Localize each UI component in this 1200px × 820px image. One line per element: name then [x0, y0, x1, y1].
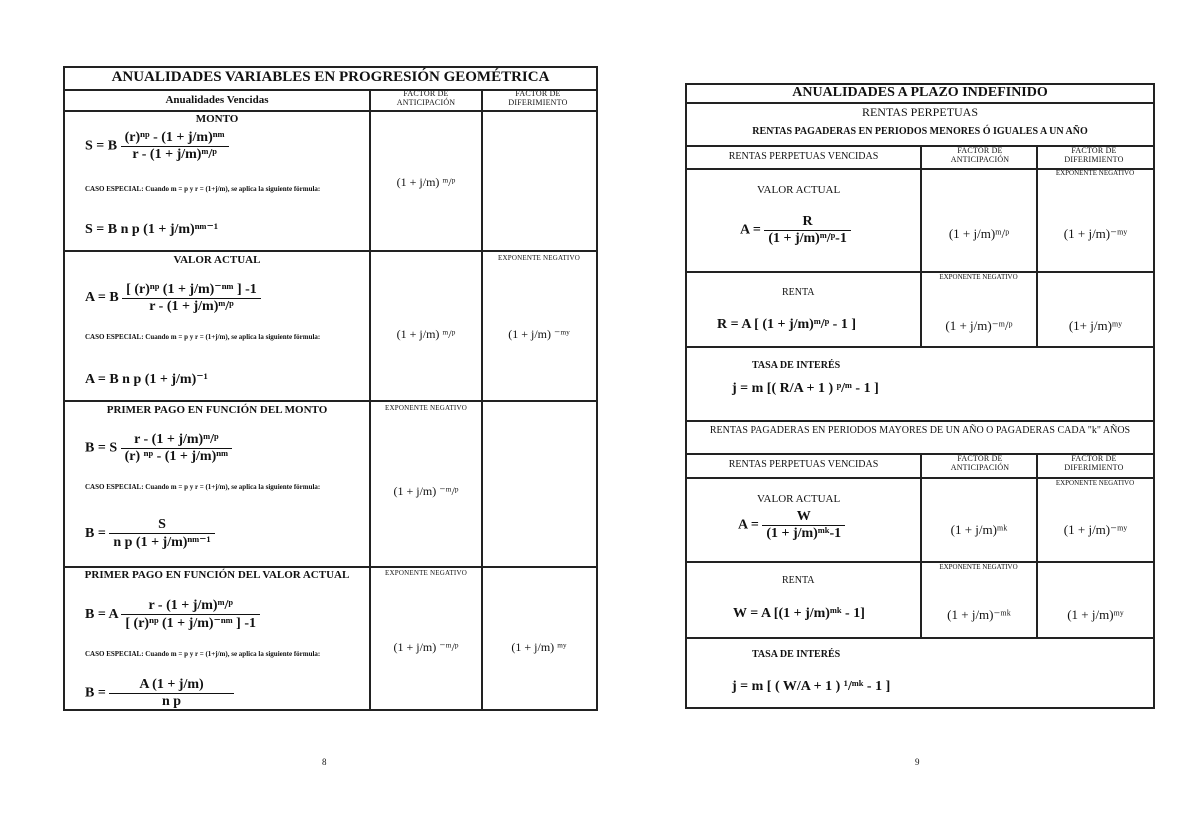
monto-formula: S = B $\frac{\text{(r)ⁿᵖ - (1 + j/m)ⁿᵐ}}{\text{r - (1 + j/m)ᵐ/ᵖ}}$ — [85, 130, 229, 163]
rp-exp-neg-4: EXPONENTE NEGATIVO — [939, 563, 1018, 571]
ppm-anticip: (1 + j/m) ⁻ᵐ/ᵖ — [393, 484, 459, 498]
va-exp-neg: EXPONENTE NEGATIVO — [498, 254, 580, 262]
right-sub3: RENTAS PAGADERAS EN PERIODOS MAYORES DE UN AÑO O PAGADERAS CADA "k" AÑOS — [709, 425, 1131, 436]
rp-renta2-formula: W = A [(1 + j/m)ᵐᵏ - 1] — [733, 606, 865, 621]
ppm-special-formula: B = $\frac{S}{\text{n p (1 + j/m)ⁿᵐ⁻¹}}$ — [85, 517, 215, 551]
ppm-exp-neg: EXPONENTE NEGATIVO — [385, 404, 467, 412]
left-page-number: 8 — [322, 757, 327, 767]
rp-exp-neg-3: EXPONENTE NEGATIVO — [1055, 479, 1135, 487]
right-col3-header: FACTOR DE DIFERIMIENTO — [1064, 146, 1124, 164]
va-special-case: CASO ESPECIAL: Cuando m = p y r = (1+j/m), se aplica la siguiente fórmula: — [85, 333, 321, 341]
rp-va2-formula: A = $\frac{W}{\text{(1 + j/m)ᵐᵏ-1}}$ — [738, 509, 845, 542]
left-col1-header: Anualidades Vencidas — [165, 94, 269, 106]
rp-va-formula: A = $\frac{R}{\text{(1 + j/m)ᵐ/ᵖ-1}}$ — [740, 214, 851, 247]
rp-tasa2-formula: j = m [ ( W/A + 1 ) ¹/ᵐᵏ - 1 ] — [732, 679, 891, 694]
right-col2-header-2: FACTOR DE ANTICIPACIÓN — [950, 454, 1010, 472]
monto-anticip: (1 + j/m) ᵐ/ᵖ — [396, 175, 456, 189]
rp-va2-label: VALOR ACTUAL — [757, 493, 841, 505]
right-sub1: RENTAS PERPETUAS — [861, 105, 979, 119]
rp-tasa2-label: TASA DE INTERÉS — [752, 649, 841, 660]
primer-pago-va-title: PRIMER PAGO EN FUNCIÓN DEL VALOR ACTUAL — [84, 569, 350, 581]
ppva-special-formula: B = $\frac{A (1 + j/m)}{\text{n p}}$ — [85, 677, 234, 710]
ppva-special-case: CASO ESPECIAL: Cuando m = p y r = (1+j/m), se aplica la siguiente fórmula: — [85, 650, 321, 658]
va-diferim: (1 + j/m) ⁻ᵐʸ — [508, 327, 570, 341]
rp-va-anticip: (1 + j/m)ᵐ/ᵖ — [948, 226, 1010, 241]
right-col2-header: FACTOR DE ANTICIPACIÓN — [950, 146, 1010, 164]
rp-renta2-label: RENTA — [782, 575, 815, 586]
rp-renta-diferim: (1+ j/m)ᵐʸ — [1068, 318, 1123, 333]
ppva-formula: B = A $\frac{\text{r - (1 + j/m)ᵐ/ᵖ}}{\text{[ (r)ⁿᵖ (1 + j/m)⁻ⁿᵐ ] -1}}$ — [85, 598, 260, 632]
ppm-special-case: CASO ESPECIAL: Cuando m = p y r = (1+j/m), se aplica la siguiente fórmula: — [85, 483, 321, 491]
rp-renta2-anticip: (1 + j/m)⁻ᵐᵏ — [947, 607, 1011, 622]
right-sub2: RENTAS PAGADERAS EN PERIODOS MENORES Ó IGUALES A UN AÑO — [752, 126, 1088, 137]
valor-actual-title: VALOR ACTUAL — [173, 254, 261, 266]
right-title: ANUALIDADES A PLAZO INDEFINIDO — [792, 85, 1048, 100]
right-col1-header-2: RENTAS PERPETUAS VENCIDAS — [728, 459, 879, 470]
va-special-formula: A = B n p (1 + j/m)⁻¹ — [85, 372, 208, 387]
rp-va-label: VALOR ACTUAL — [757, 184, 841, 196]
monto-special-formula: S = B n p (1 + j/m)ⁿᵐ⁻¹ — [85, 222, 219, 237]
ppva-diferim: (1 + j/m) ᵐʸ — [511, 640, 567, 654]
rp-va2-diferim: (1 + j/m)⁻ᵐʸ — [1063, 522, 1128, 537]
rp-exp-neg-2: EXPONENTE NEGATIVO — [939, 273, 1018, 281]
ppva-anticip: (1 + j/m) ⁻ᵐ/ᵖ — [393, 640, 459, 654]
left-col3-header: FACTOR DE DIFERIMIENTO — [508, 89, 568, 107]
left-title: ANUALIDADES VARIABLES EN PROGRESIÓN GEOMÉTRICA — [111, 69, 550, 85]
rp-va2-anticip: (1 + j/m)ᵐᵏ — [950, 522, 1008, 537]
rp-renta-formula: R = A [ (1 + j/m)ᵐ/ᵖ - 1 ] — [717, 317, 856, 332]
va-formula: A = B $\frac{\text{[ (r)ⁿᵖ (1 + j/m)⁻ⁿᵐ ] -1}}{\text{r - (1 + j/m)ᵐ/ᵖ}}$ — [85, 281, 261, 315]
ppm-formula: B = S $\frac{\text{r - (1 + j/m)ᵐ/ᵖ}}{\text{(r) ⁿᵖ - (1 + j/m)ⁿᵐ}}$ — [85, 432, 232, 465]
rp-va-diferim: (1 + j/m)⁻ᵐʸ — [1063, 226, 1128, 241]
rp-renta2-diferim: (1 + j/m)ᵐʸ — [1067, 607, 1124, 622]
va-anticip: (1 + j/m) ᵐ/ᵖ — [396, 327, 456, 341]
rp-renta-anticip: (1 + j/m)⁻ᵐ/ᵖ — [945, 318, 1013, 333]
right-page-number: 9 — [915, 757, 920, 767]
rp-renta-label: RENTA — [782, 287, 815, 298]
rp-exp-neg-1: EXPONENTE NEGATIVO — [1055, 169, 1135, 177]
rp-tasa-label: TASA DE INTERÉS — [752, 360, 841, 371]
right-col1-header: RENTAS PERPETUAS VENCIDAS — [728, 151, 879, 162]
left-col2-header: FACTOR DE ANTICIPACIÓN — [396, 89, 456, 107]
monto-title: MONTO — [195, 113, 239, 125]
ppva-exp-neg: EXPONENTE NEGATIVO — [385, 569, 467, 577]
primer-pago-monto-title: PRIMER PAGO EN FUNCIÓN DEL MONTO — [106, 404, 328, 416]
right-col3-header-2: FACTOR DE DIFERIMIENTO — [1064, 454, 1124, 472]
monto-special-case: CASO ESPECIAL: Cuando m = p y r = (1+j/m), se aplica la siguiente fórmula: — [85, 185, 321, 193]
rp-tasa-formula: j = m [( R/A + 1 ) ᵖ/ᵐ - 1 ] — [732, 381, 879, 396]
